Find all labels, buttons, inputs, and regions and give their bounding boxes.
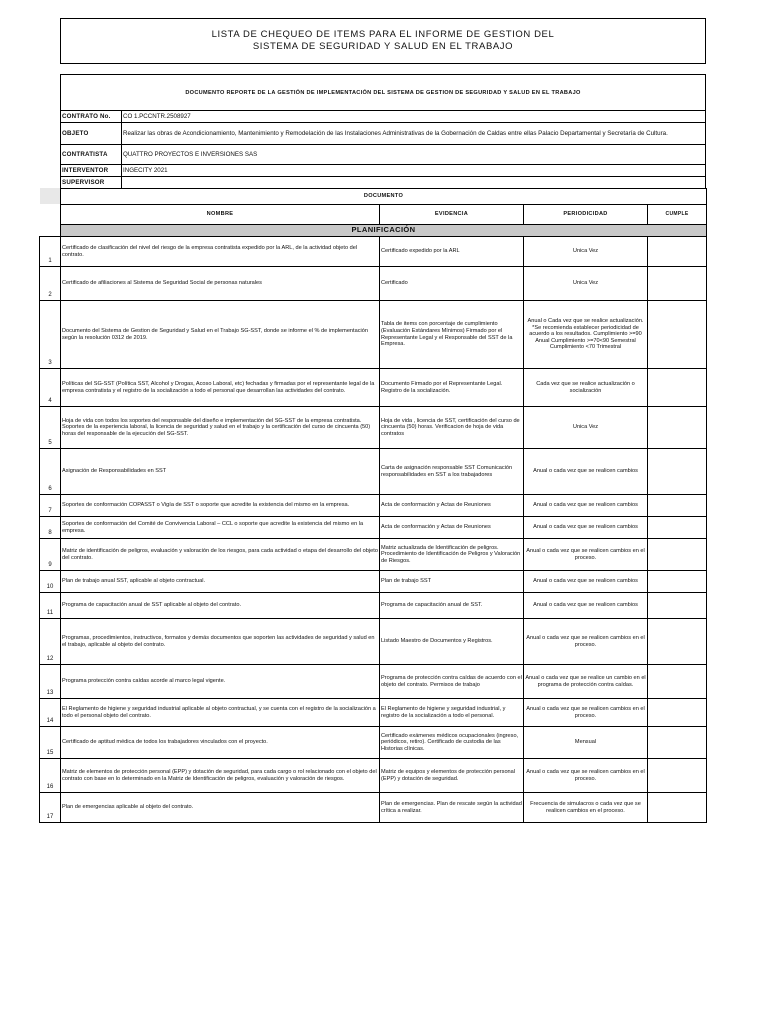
info-value: Realizar las obras de Acondicionamiento, Mantenimiento y Remodelación de las Instalaciones Administrativas de la Gobernación de Caldas entre ellas Palacio Departamental y Secretaría de Cultura.	[122, 123, 706, 145]
row-cumple	[648, 759, 707, 793]
table-row	[40, 301, 707, 369]
info-value: QUATTRO PROYECTOS E INVERSIONES SAS	[122, 145, 706, 165]
section-planificacion: PLANIFICACIÓN	[61, 225, 707, 237]
row-number: 1	[40, 237, 61, 267]
row-cumple	[648, 301, 707, 369]
row-evidencia: Carta de asignación responsable SST Comunicación responsabilidades en SST a los trabajadores	[380, 449, 524, 495]
col-evidencia: EVIDENCIA	[380, 205, 524, 225]
row-number: 8	[40, 517, 61, 539]
row-periodicidad: Anual o cada vez que se realicen cambios	[524, 449, 648, 495]
info-label: CONTRATO No.	[61, 111, 122, 123]
row-periodicidad: Cada vez que se realice actualización o socialización	[524, 369, 648, 407]
row-nombre: Soportes de conformación COPASST o Vigía de SST o soporte que acredite la existencia del mismo en la empresa.	[61, 495, 380, 517]
col-nombre: NOMBRE	[61, 205, 380, 225]
row-number: 4	[40, 369, 61, 407]
row-number: 2	[40, 267, 61, 301]
row-cumple	[648, 727, 707, 759]
row-nombre: Certificado de clasificación del nivel del riesgo de la empresa contratista expedido por la ARL, de la actividad objeto del contrato.	[61, 237, 380, 267]
row-periodicidad: Unica Vez	[524, 407, 648, 449]
table-row	[40, 449, 707, 495]
row-evidencia: Certificado	[380, 267, 524, 301]
info-label: CONTRATISTA	[61, 145, 122, 165]
table-row	[40, 793, 707, 823]
row-evidencia: Certificado expedido por la ARL	[380, 237, 524, 267]
row-nombre: Asignación de Responsabilidades en SST	[61, 449, 380, 495]
row-nombre: El Reglamento de higiene y seguridad industrial aplicable al objeto contractual, y se cuenta con el registro de la socialización a todo el personal objeto del contrato.	[61, 699, 380, 727]
table-row	[40, 407, 707, 449]
row-periodicidad: Mensual	[524, 727, 648, 759]
row-nombre: Políticas del SG-SST (Política SST, Alcohol y Drogas, Acoso Laboral, etc) fechadas y firmadas por el representante legal de la empresa contratista y el registro de la socialización a todo el personal que desarrollan las actividades del contrato.	[61, 369, 380, 407]
row-number: 6	[40, 449, 61, 495]
row-periodicidad: Anual o cada vez que se realicen cambios	[524, 571, 648, 593]
row-evidencia: Acta de conformación y Actas de Reuniones	[380, 495, 524, 517]
row-cumple	[648, 449, 707, 495]
row-evidencia: Matriz actualizada de Identificación de peligros. Procedimiento de Identificación de Peligros y Valoración de Riesgos.	[380, 539, 524, 571]
table-row	[40, 593, 707, 619]
row-nombre: Programa de capacitación anual de SST aplicable al objeto del contrato.	[61, 593, 380, 619]
row-periodicidad: Anual o cada vez que se realice un cambio en el programa de protección contra caídas.	[524, 665, 648, 699]
row-periodicidad: Anual o cada vez que se realicen cambios	[524, 593, 648, 619]
row-evidencia: Programa de capacitación anual de SST.	[380, 593, 524, 619]
row-evidencia: Programa de protección contra caídas de acuerdo con el objeto del contrato. Permisos de trabajo	[380, 665, 524, 699]
table-row	[40, 759, 707, 793]
row-cumple	[648, 571, 707, 593]
row-number: 5	[40, 407, 61, 449]
info-row	[61, 165, 706, 177]
info-row	[61, 177, 706, 189]
row-periodicidad: Frecuencia de simulacros o cada vez que se realicen cambios en el proceso.	[524, 793, 648, 823]
row-cumple	[648, 495, 707, 517]
info-value: INGECITY 2021	[122, 165, 706, 177]
table-row	[40, 539, 707, 571]
row-number: 7	[40, 495, 61, 517]
row-cumple	[648, 699, 707, 727]
row-nombre: Programa protección contra caídas acorde al marco legal vigente.	[61, 665, 380, 699]
row-evidencia: Listado Maestro de Documentos y Registros.	[380, 619, 524, 665]
row-cumple	[648, 619, 707, 665]
row-number: 17	[40, 793, 61, 823]
row-cumple	[648, 369, 707, 407]
row-number: 15	[40, 727, 61, 759]
row-periodicidad: Anual o cada vez que se realicen cambios	[524, 495, 648, 517]
row-evidencia: El Reglamento de higiene y seguridad industrial, y registro de la socialización a todo el personal.	[380, 699, 524, 727]
row-nombre: Soportes de conformación del Comité de Convivencia Laboral – CCL o soporte que acredite la existencia del mismo en la empresa.	[61, 517, 380, 539]
row-evidencia: Plan de trabajo SST	[380, 571, 524, 593]
row-evidencia: Certificado exámenes médicos ocupacionales (ingreso, periódicos, retiro). Certificado de custodia de las Historias clínicas.	[380, 727, 524, 759]
info-row	[61, 145, 706, 165]
row-periodicidad: Unica Vez	[524, 267, 648, 301]
info-label: INTERVENTOR	[61, 165, 122, 177]
documento-row	[40, 189, 707, 205]
row-nombre: Programas, procedimientos, instructivos, formatos y demás documentos que soporten las actividades de seguridad y salud en el trabajo, aplicable al objeto del contrato.	[61, 619, 380, 665]
row-nombre: Documento del Sistema de Gestion de Seguridad y Salud en el Trabajo SG-SST, donde se informe el % de implementación según la resolución 0312 de 2019.	[61, 301, 380, 369]
row-periodicidad: Anual o cada vez que se realicen cambios en el proceso.	[524, 619, 648, 665]
table-row	[40, 727, 707, 759]
row-evidencia: Documento Firmado por el Representante Legal. Registro de la socialización.	[380, 369, 524, 407]
row-number: 13	[40, 665, 61, 699]
row-evidencia: Matriz de equipos y elementos de protección personal (EPP) y dotación de seguridad.	[380, 759, 524, 793]
row-cumple	[648, 517, 707, 539]
row-nombre: Certificado de aptitud médica de todos los trabajadores vinculados con el proyecto.	[61, 727, 380, 759]
row-number: 3	[40, 301, 61, 369]
info-row	[61, 111, 706, 123]
table-row	[40, 571, 707, 593]
row-number: 14	[40, 699, 61, 727]
row-nombre: Certificado de afiliaciones al Sistema de Seguridad Social de personas naturales	[61, 267, 380, 301]
row-number: 11	[40, 593, 61, 619]
row-cumple	[648, 793, 707, 823]
table-row	[40, 699, 707, 727]
row-periodicidad: Anual o Cada vez que se realice actualización. *Se recomienda establecer periodicidad de acuerdo a los resultados. Cumplimiento >=90 Anual Cumplimiento >=70<90 Semestral Cumplimiento <70 Trimestral	[524, 301, 648, 369]
row-nombre: Hoja de vida con todos los soportes del responsable del diseño e implementación del SG-SST de la empresa contratista. Soportes de la experiencia laboral, la licencia de seguridad y salud en el trabajo y la certificación del curso de cincuenta (50) horas del responsable de la ejecución del SG-SST.	[61, 407, 380, 449]
row-periodicidad: Unica Vez	[524, 237, 648, 267]
info-value: CO 1.PCCNTR.2508927	[122, 111, 706, 123]
row-evidencia: Acta de conformación y Actas de Reuniones	[380, 517, 524, 539]
info-label: OBJETO	[61, 123, 122, 145]
table-row	[40, 237, 707, 267]
row-number: 9	[40, 539, 61, 571]
title-line-2: SISTEMA DE SEGURIDAD Y SALUD EN EL TRABAJO	[252, 41, 514, 52]
row-periodicidad: Anual o cada vez que se realicen cambios	[524, 517, 648, 539]
col-periodicidad: PERIODICIDAD	[524, 205, 648, 225]
row-cumple	[648, 267, 707, 301]
table-row	[40, 495, 707, 517]
row-cumple	[648, 593, 707, 619]
row-cumple	[648, 237, 707, 267]
row-nombre: Matriz de identificación de peligros, evaluación y valoración de los riesgos, para cada actividad o etapa del desarrollo del objeto del contrato.	[61, 539, 380, 571]
row-number: 10	[40, 571, 61, 593]
table-row	[40, 267, 707, 301]
contract-info-table	[60, 110, 706, 189]
row-periodicidad: Anual o cada vez que se realicen cambios en el proceso.	[524, 759, 648, 793]
row-periodicidad: Anual o cada vez que se realicen cambios en el proceso.	[524, 539, 648, 571]
section-row	[40, 225, 707, 237]
row-cumple	[648, 665, 707, 699]
row-cumple	[648, 407, 707, 449]
table-row	[40, 619, 707, 665]
table-row	[40, 369, 707, 407]
column-header-row	[40, 205, 707, 225]
checklist-rows	[40, 237, 707, 823]
info-value	[122, 177, 706, 189]
table-row	[40, 517, 707, 539]
table-row	[40, 665, 707, 699]
row-number: 12	[40, 619, 61, 665]
col-cumple: CUMPLE	[648, 205, 707, 225]
document-title	[60, 18, 706, 64]
row-evidencia: Plan de emergencias. Plan de rescate según la actividad crítica a realizar.	[380, 793, 524, 823]
row-evidencia: Tabla de items con porcentaje de cumplimiento (Evaluación Estándares Mínimos) Firmado por el Representante Legal y el Responsable del SST de la Empresa.	[380, 301, 524, 369]
documento-header: DOCUMENTO	[61, 189, 707, 205]
row-nombre: Plan de trabajo anual SST, aplicable al objeto contractual.	[61, 571, 380, 593]
info-row	[61, 123, 706, 145]
row-nombre: Matriz de elementos de protección personal (EPP) y dotación de seguridad, para cada cargo o rol relacionado con el objeto del contrato con base en lo determinado en la Matriz de Identificación de peligros, evaluación y valoración de riesgos.	[61, 759, 380, 793]
checklist-table	[39, 188, 707, 823]
report-header: DOCUMENTO REPORTE DE LA GESTIÓN DE IMPLEMENTACIÓN DEL SISTEMA DE GESTION DE SEGURIDAD Y SALUD EN EL TRABAJO	[60, 74, 706, 110]
row-number: 16	[40, 759, 61, 793]
row-nombre: Plan de emergencias aplicable al objeto del contrato.	[61, 793, 380, 823]
row-periodicidad: Anual o cada vez que se realicen cambios en el proceso.	[524, 699, 648, 727]
info-label: SUPERVISOR	[61, 177, 122, 189]
title-line-1: LISTA DE CHEQUEO DE ITEMS PARA EL INFORME DE GESTION DEL	[211, 29, 555, 40]
row-evidencia: Hoja de vida , licencia de SST, certificación del curso de cincuenta (50) horas. Verificacion de hoja de vida contratos	[380, 407, 524, 449]
row-cumple	[648, 539, 707, 571]
